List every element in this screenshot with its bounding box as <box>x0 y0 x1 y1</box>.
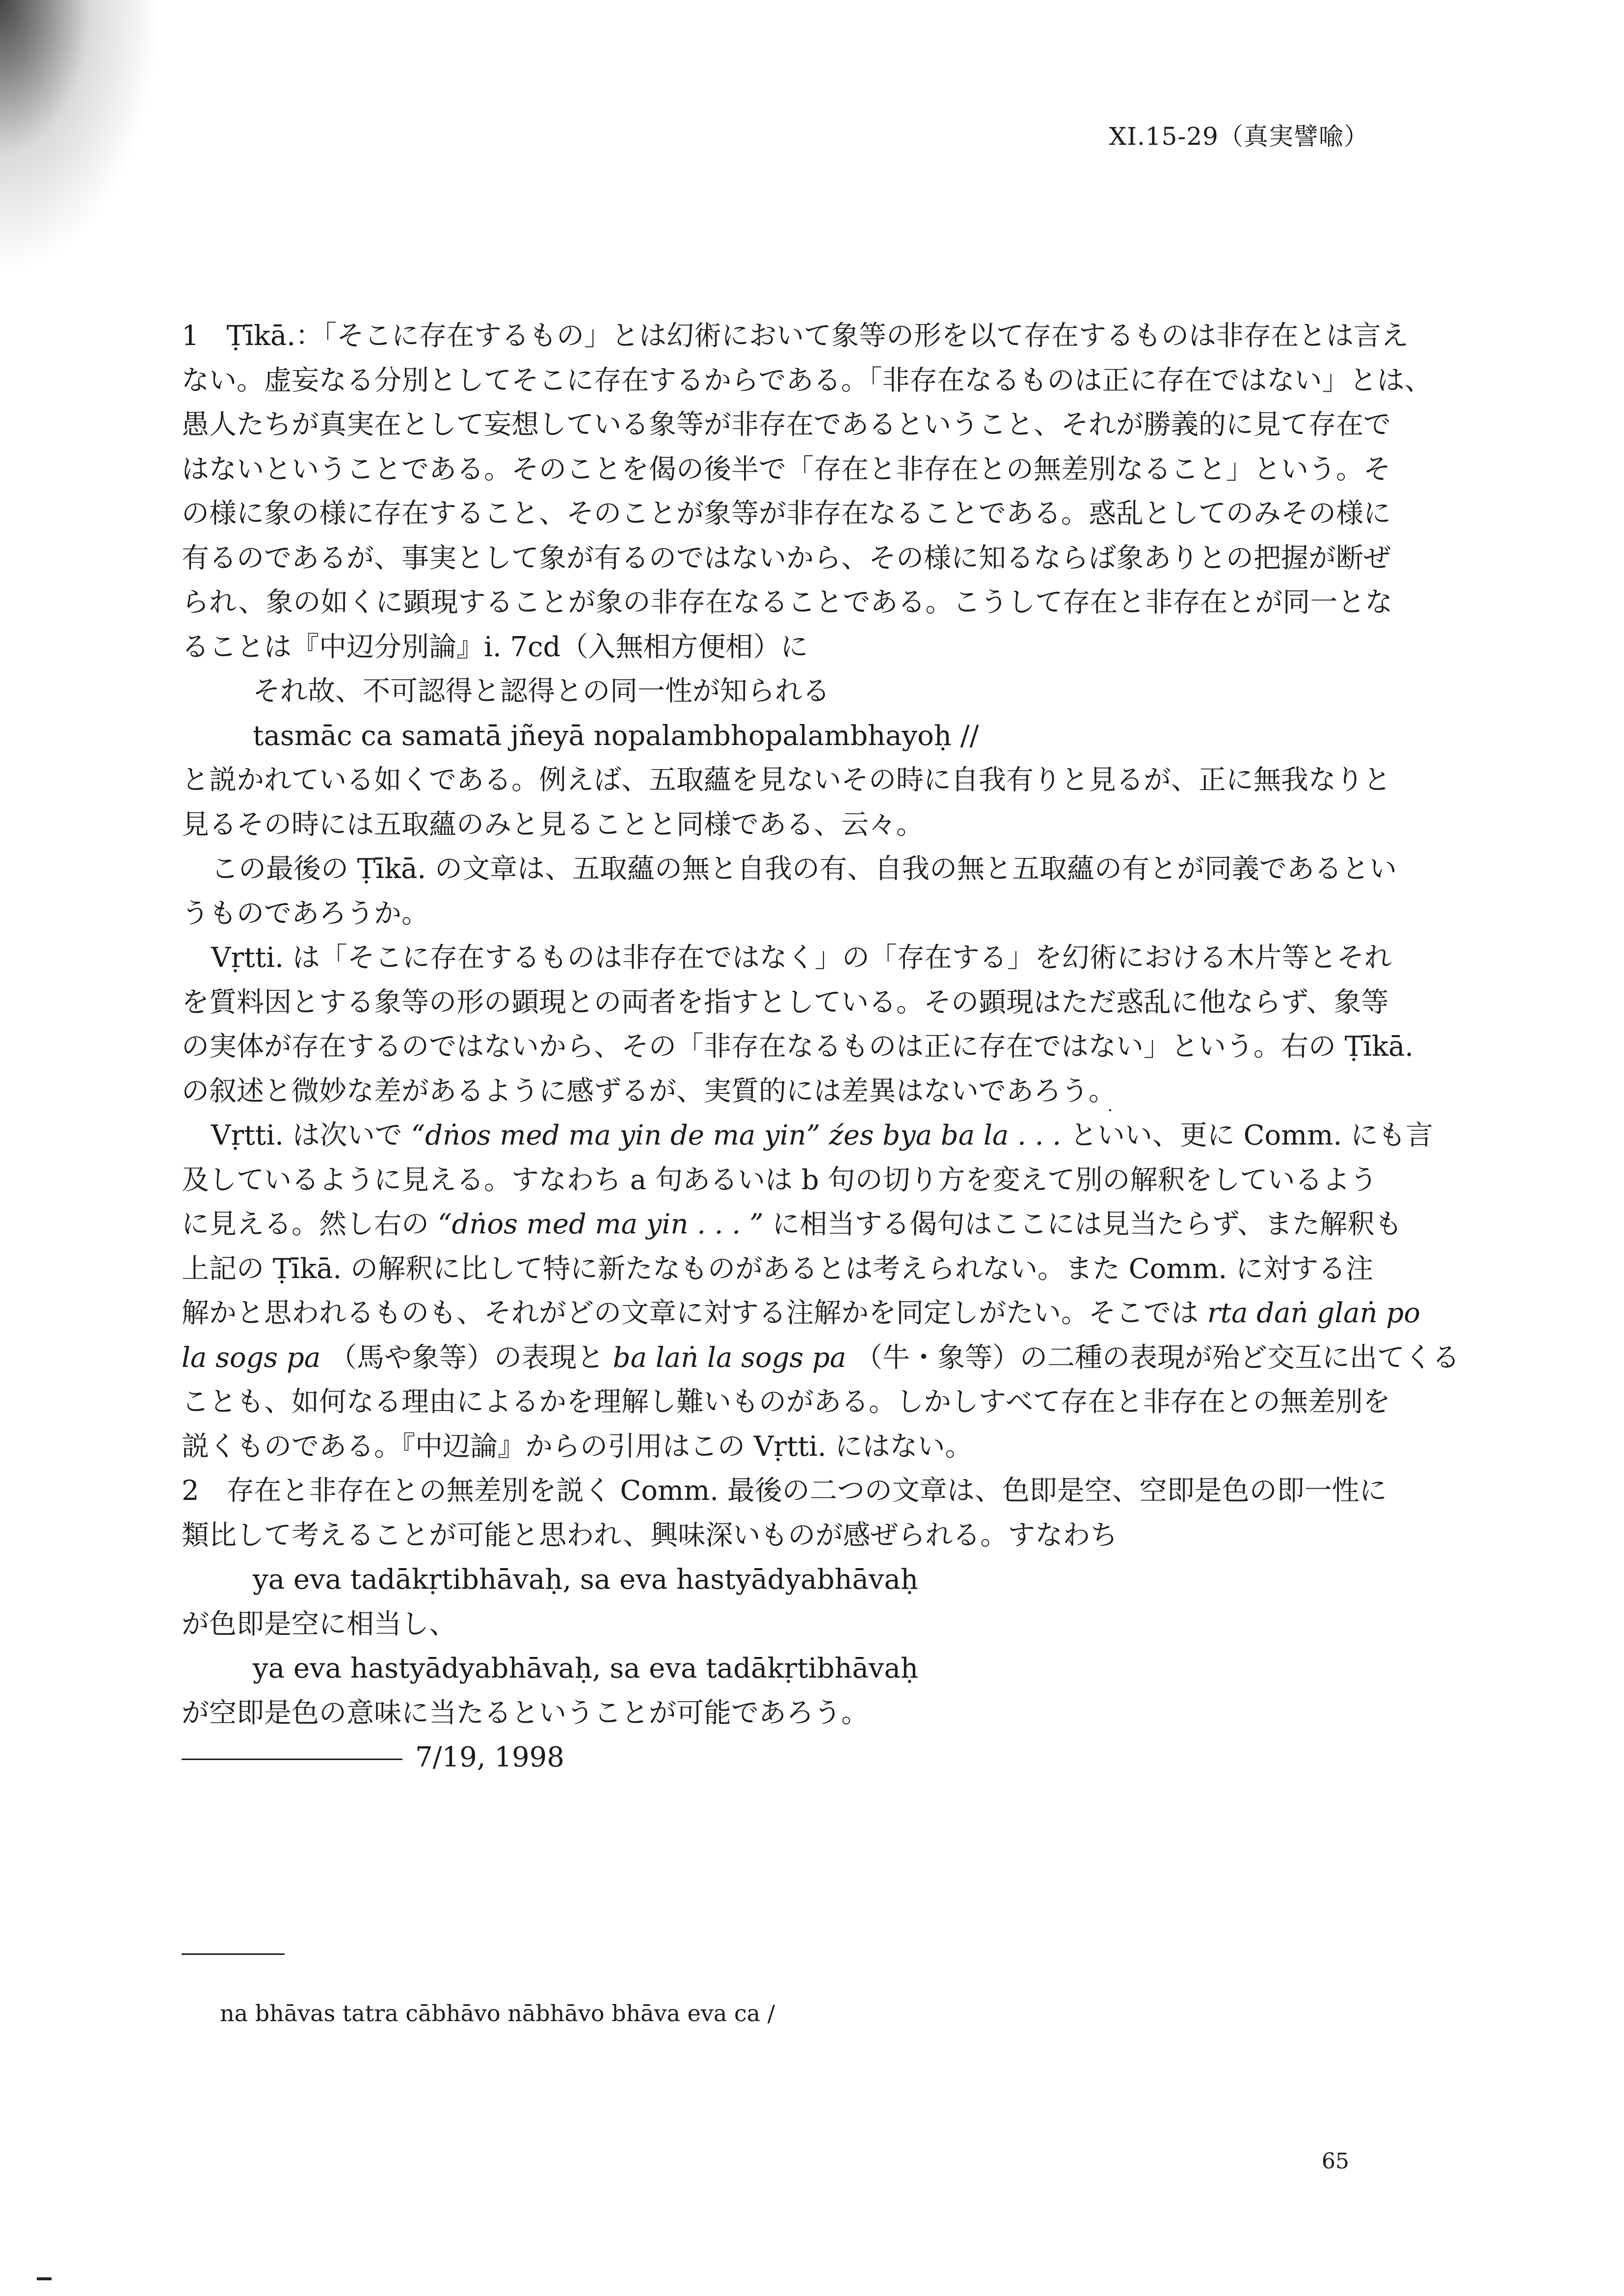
tibetan-phrase: “dṅos med ma yin . . . ” <box>437 1208 764 1240</box>
text-segment: Vṛtti. は次いで <box>211 1120 402 1151</box>
text-line: の実体が存在するのではないから、その「非存在なるものは正に存在ではない」という。右の Ṭīkā. <box>182 1031 1414 1063</box>
text-line: 上記の Ṭīkā. の解釈に比して特に新たなものがあるとは考えられない。また Comm. に対する注 <box>182 1253 1374 1285</box>
text-line: この最後の Ṭīkā. の文章は、五取蘊の無と自我の有、自我の無と五取蘊の有とが同義であるとい <box>211 853 1397 885</box>
verse-sanskrit: tasmāc ca samatā jñeyā nopalambhopalambhayoḥ // <box>253 720 979 752</box>
text-line: の叙述と微妙な差があるように感ずるが、実質的には差異はないであろう。 <box>182 1075 1116 1107</box>
text-segment: に相当する偈句はここには見当たらず、また解釈も <box>772 1208 1402 1240</box>
text-line: ることは『中辺分別論』i. 7cd（入無相方便相）に <box>182 631 808 663</box>
text-line: 愚人たちが真実在として妄想している象等が非存在であるということ、それが勝義的に見て存在で <box>182 409 1391 441</box>
text-line: 有るのであるが、事実として象が有るのではないから、その様に知るならば象ありとの把握が断ぜ <box>182 542 1391 574</box>
text-line <box>182 1114 1434 1158</box>
verse-japanese: それ故、不可認得と認得との同一性が知られる <box>253 675 830 707</box>
date: 7/19, 1998 <box>415 1741 564 1773</box>
running-head: XI.15-29（真実譬喩） <box>1109 122 1369 151</box>
text-line: を質料因とする象等の形の顕現との両者を指すとしている。その顕現はただ惑乱に他ならず、象等 <box>182 986 1389 1018</box>
text-line: が空即是色の意味に当たるということが可能であろう。 <box>182 1697 869 1729</box>
text-line: 2 存在と非存在との無差別を説く Comm. 最後の二つの文章は、色即是空、空即是色の即一性に <box>182 1475 1387 1507</box>
text-line: はないということである。そのことを偈の後半で「存在と非存在との無差別なること」という。そ <box>182 453 1391 485</box>
scan-speck <box>1109 1109 1111 1111</box>
verse-sanskrit: ya eva hastyādyabhāvaḥ, sa eva tadākṛtibhāvaḥ <box>253 1653 918 1684</box>
text-segment: といい、更に Comm. にも言 <box>1069 1120 1434 1151</box>
text-line: 及しているように見える。すなわち a 句あるいは b 句の切り方を変えて別の解釈をしているよう <box>182 1164 1378 1196</box>
tibetan-phrase: rta daṅ glaṅ po <box>1207 1297 1420 1329</box>
scan-speck <box>37 2277 52 2280</box>
text-line: うものであろうか。 <box>182 897 429 930</box>
text-line: ない。虚妄なる分別としてそこに存在するからである。「非存在なるものは正に存在ではない」とは、 <box>182 364 1432 397</box>
tibetan-phrase: ba laṅ la sogs pa <box>612 1341 847 1374</box>
main-text <box>182 314 1460 1780</box>
text-segment: に見える。然し右の <box>182 1208 429 1240</box>
text-line: の様に象の様に存在すること、そのことが象等が非存在なることである。惑乱としてのみその様に <box>182 498 1391 530</box>
tibetan-phrase: “dṅos med ma yin de ma yin” źes bya ba la . . . <box>411 1120 1062 1151</box>
text-line: 類比して考えることが可能と思われ、興味深いものが感ぜられる。すなわち <box>182 1519 1118 1551</box>
text-segment: （馬や象等）の表現と <box>329 1341 604 1374</box>
text-segment: （牛・象等）の二種の表現が殆ど交互に出てくる <box>854 1341 1460 1374</box>
date-line <box>182 1735 1350 1780</box>
text-line: 説くものである。『中辺論』からの引用はこの Vṛtti. にはない。 <box>182 1430 973 1463</box>
tibetan-phrase: la sogs pa <box>182 1341 321 1374</box>
page-number: 65 <box>1322 2149 1349 2174</box>
text-line: Vṛtti. は「そこに存在するものは非存在ではなく」の「存在する」を幻術における木片等とそれ <box>211 942 1392 974</box>
text-line: が色即是空に相当し、 <box>182 1608 456 1640</box>
text-line <box>182 1202 1402 1247</box>
text-segment: 解かと思われるものも、それがどの文章に対する注解かを同定しがたい。そこでは <box>182 1297 1198 1329</box>
scan-corner-shadow <box>0 0 162 275</box>
text-line: られ、象の如くに顕現することが象の非存在なることである。こうして存在と非存在とが同一とな <box>182 587 1393 618</box>
footnote-rule <box>182 1953 285 1955</box>
text-line: 見るその時には五取蘊のみと見ることと同様である、云々。 <box>182 808 924 841</box>
verse-sanskrit: ya eva tadākṛtibhāvaḥ, sa eva hastyādyabhāvaḥ <box>253 1564 918 1596</box>
text-line: 1 Ṭīkā.：「そこに存在するもの」とは幻術において象等の形を以て存在するものは非存在とは言え <box>182 320 1409 352</box>
footnote: na bhāvas tatra cābhāvo nābhāvo bhāva eva ca / <box>220 2000 775 2027</box>
text-line: ことも、如何なる理由によるかを理解し難いものがある。しかしすべて存在と非存在との無差別を <box>182 1386 1390 1418</box>
date-dash <box>182 1759 402 1760</box>
text-line <box>182 1291 1420 1336</box>
text-line: と説かれている如くである。例えば、五取蘊を見ないその時に自我有りと見るが、正に無我なりと <box>182 764 1391 796</box>
text-line <box>182 1336 1460 1381</box>
